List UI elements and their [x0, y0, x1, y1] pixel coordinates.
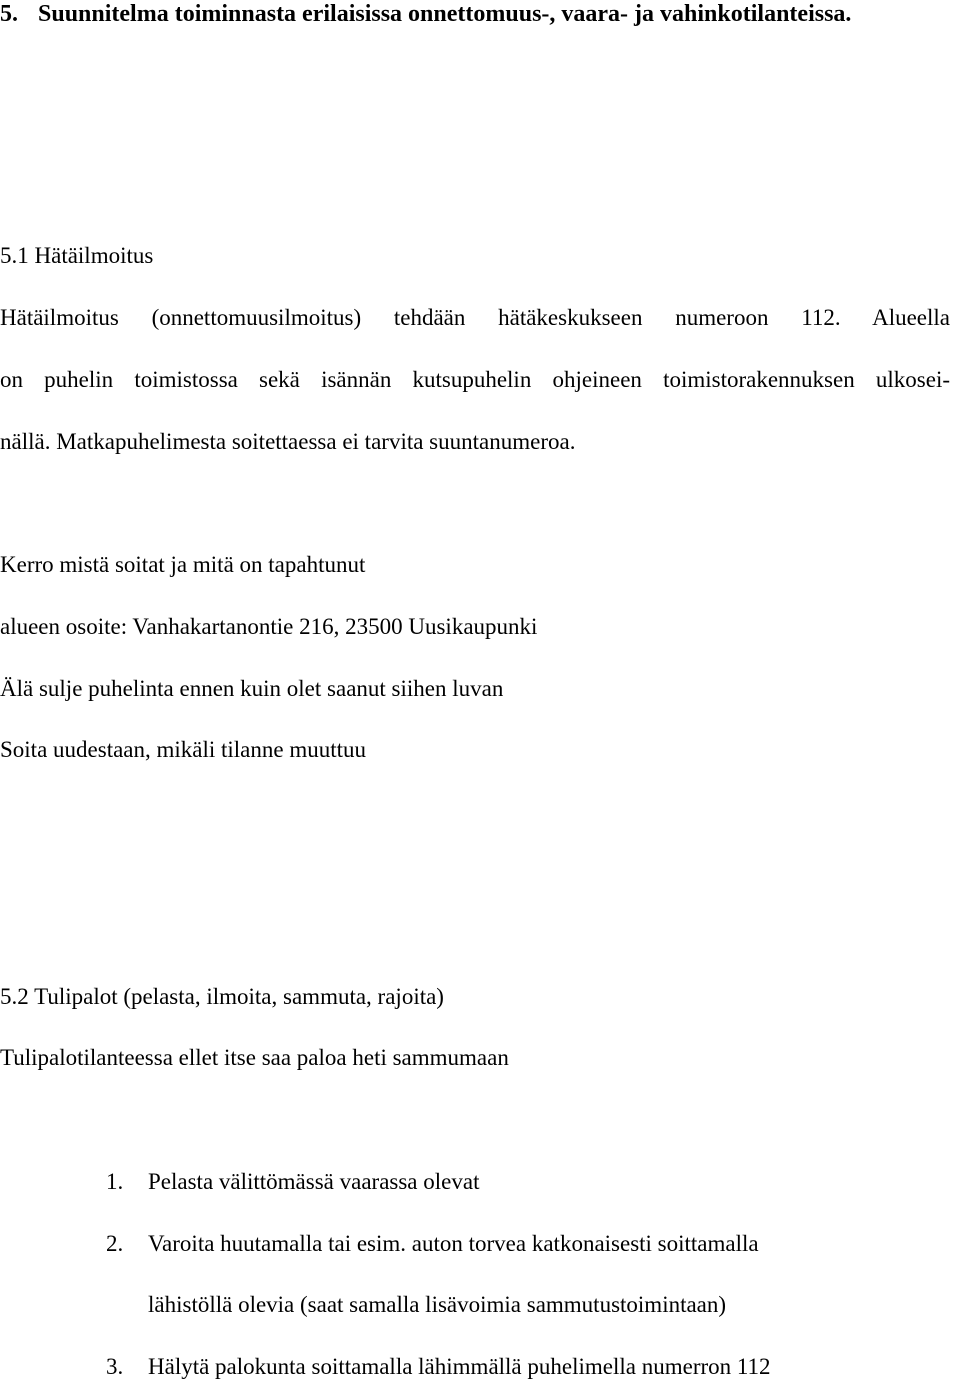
- section-5-1-heading: 5.1 Hätäilmoitus: [0, 243, 154, 268]
- section-5-2-intro: Tulipalotilanteessa ellet itse saa paloa heti sammumaan: [0, 1045, 509, 1070]
- list-item-3-text: Hälytä palokunta soittamalla lähimmällä puhelimella numerron 112: [148, 1354, 771, 1379]
- section-5-number: 5.: [0, 1, 18, 27]
- list-item-1-text: Pelasta välittömässä vaarassa olevat: [148, 1169, 480, 1194]
- paragraph-line-3: nällä. Matkapuhelimesta soitettaessa ei tarvita suuntanumeroa.: [0, 429, 576, 454]
- instruction-what-happened: Kerro mistä soitat ja mitä on tapahtunut: [0, 552, 366, 577]
- paragraph-line-1: Hätäilmoitus (onnettomuusilmoitus) tehdään hätäkeskukseen numeroon 112. Alueella: [0, 305, 950, 330]
- instruction-call-again: Soita uudestaan, mikäli tilanne muuttuu: [0, 737, 367, 762]
- list-number-2: 2.: [106, 1231, 124, 1256]
- section-5-title: [0, 0, 851, 28]
- instruction-address: alueen osoite: Vanhakartanontie 216, 23500 Uusikaupunki: [0, 614, 538, 639]
- list-item-2-text-line-1: Varoita huutamalla tai esim. auton torvea katkonaisesti soittamalla: [148, 1231, 759, 1256]
- list-number-1: 1.: [106, 1169, 124, 1194]
- paragraph-line-2: on puhelin toimistossa sekä isännän kutsupuhelin ohjeineen toimistorakennuksen ulkosei-: [0, 367, 950, 392]
- section-5-title-text: Suunnitelma toiminnasta erilaisissa onnettomuus-, vaara- ja vahinkotilanteissa.: [38, 1, 852, 27]
- instruction-dont-hang-up: Älä sulje puhelinta ennen kuin olet saanut siihen luvan: [0, 676, 504, 701]
- section-5-2-heading: 5.2 Tulipalot (pelasta, ilmoita, sammuta, rajoita): [0, 984, 444, 1009]
- list-number-3: 3.: [106, 1354, 124, 1379]
- list-item-2-text-line-2: lähistöllä olevia (saat samalla lisävoimia sammutustoimintaan): [148, 1292, 727, 1317]
